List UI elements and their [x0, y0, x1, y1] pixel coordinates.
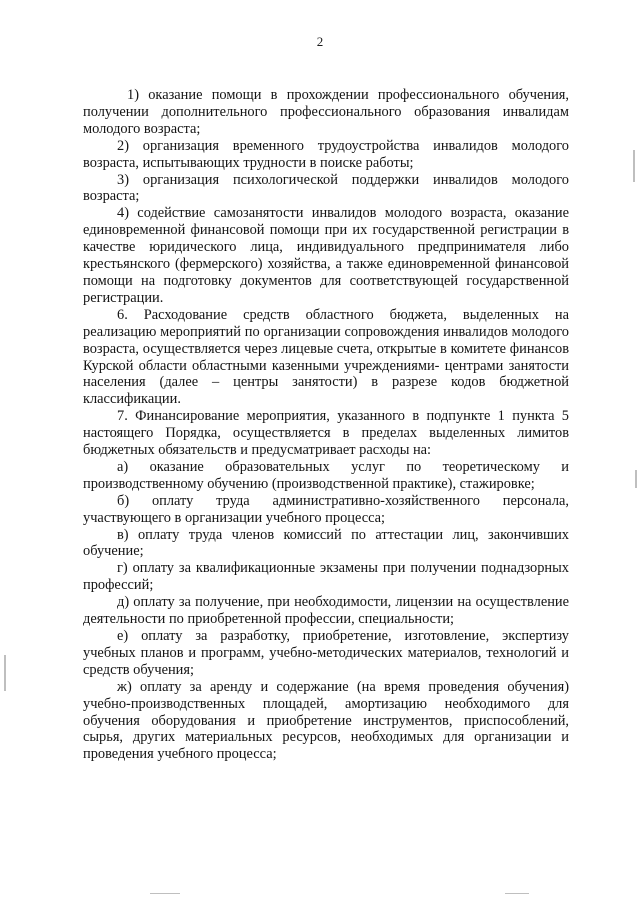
paragraph-item-2: 2) организация временного трудоустройства инвалидов молодого возраста, испытывающих трудности в поиске работы; — [83, 137, 569, 171]
paragraph-item-d: д) оплату за получение, при необходимости, лицензии на осуществление деятельности по приобретенной профессии, специальности; — [83, 594, 569, 628]
scan-artifact — [635, 470, 637, 488]
scan-artifact — [505, 893, 529, 894]
scan-artifact — [4, 655, 6, 691]
scan-artifact — [150, 893, 180, 894]
paragraph-section-6: 6. Расходование средств областного бюджета, выделенных на реализацию мероприятий по организации сопровождения инвалидов молодого возраста, осуществляется через лицевые счета, открытые в комитете финансов Курской области областными казенными учреждениями- центрами занятости населения (далее – центры занятости) в разрезе кодов бюджетной классификации. — [83, 306, 569, 408]
paragraph-item-b: б) оплату труда административно-хозяйственного персонала, участвующего в организации учебного процесса; — [83, 492, 569, 526]
paragraph-item-zh: ж) оплату за аренду и содержание (на время проведения обучения) учебно-производственных площадей, амортизацию необходимого для обучения оборудования и приобретение инструментов, приспособлений, сырья, других материальных ресурсов, необходимых для организации и проведения учебного процесса; — [83, 678, 569, 763]
paragraph-item-e: е) оплату за разработку, приобретение, изготовление, экспертизу учебных планов и программ, учебно-методических материалов, технологий и средств обучения; — [83, 628, 569, 678]
paragraph-item-4: 4) содействие самозанятости инвалидов молодого возраста, оказание единовременной финансовой помощи при их государственной регистрации в качестве юридического лица, индивидуального предпринимателя либо крестьянского (фермерского) хозяйства, а также единовременной финансовой помощи на подготовку документов для соответствующей государственной регистрации. — [83, 205, 569, 306]
paragraph-item-1: 1) оказание помощи в прохождении профессионального обучения, получении дополнительного профессионального образования инвалидам молодого возраста; — [83, 87, 569, 137]
document-body — [83, 87, 569, 763]
page-number: 2 — [316, 34, 324, 49]
paragraph-item-v: в) оплату труда членов комиссий по аттестации лиц, закончивших обучение; — [83, 526, 569, 560]
scan-artifact — [633, 150, 635, 182]
paragraph-section-7: 7. Финансирование мероприятия, указанного в подпункте 1 пункта 5 настоящего Порядка, осуществляется в пределах выделенных лимитов бюджетных обязательств и предусматривает расходы на: — [83, 408, 569, 459]
paragraph-item-g: г) оплату за квалификационные экзамены при получении поднадзорных профессий; — [83, 560, 569, 594]
paragraph-item-a: а) оказание образовательных услуг по теоретическому и производственному обучению (производственной практике), стажировке; — [83, 458, 569, 492]
paragraph-item-3: 3) организация психологической поддержки инвалидов молодого возраста; — [83, 171, 569, 205]
